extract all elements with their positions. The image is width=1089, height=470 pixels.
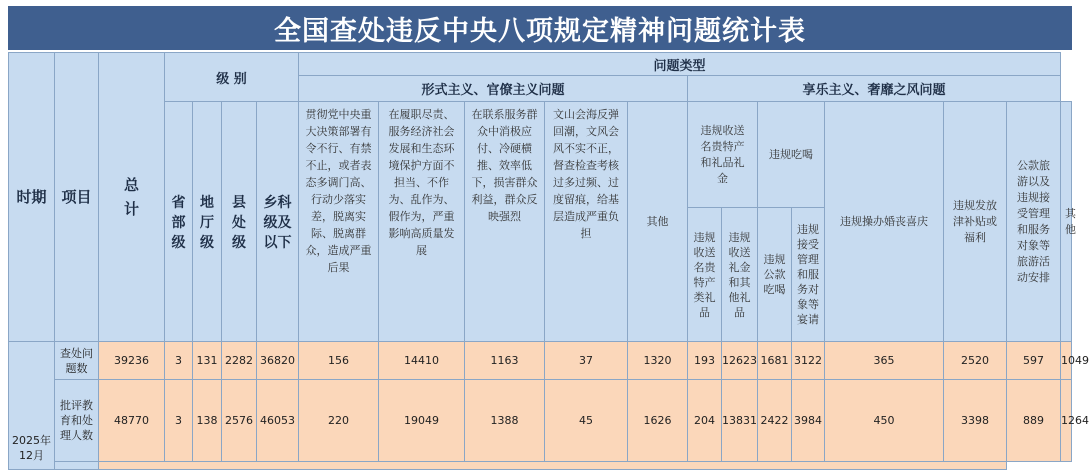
row-1-gift-specialty: 193: [688, 342, 722, 380]
row-1-eat-banquet: 3122: [792, 342, 825, 380]
row-1-formalism-3: 1163: [465, 342, 545, 380]
row-2-travel: 889: [1007, 380, 1061, 462]
row-2-weddings: 450: [825, 380, 944, 462]
level-header-township: 乡科级及以下: [257, 102, 299, 342]
period-cell: 2025年12月: [9, 342, 55, 470]
row-2-formalism-other: 1626: [628, 380, 688, 462]
row-2-gift-cash: 13831: [722, 380, 758, 462]
gift-sub-cash-header: 违规收送礼金和其他礼品: [722, 208, 758, 342]
row-1-travel: 597: [1007, 342, 1061, 380]
hedonism-col-other-header: 其他: [1061, 102, 1072, 342]
row-2-township: 46053: [257, 380, 299, 462]
row-partial-cells: [99, 462, 1007, 470]
level-header-province: 省部级: [165, 102, 193, 342]
row-1-formalism-4: 37: [545, 342, 628, 380]
row-1-total: 39236: [99, 342, 165, 380]
gift-sub-specialty-header: 违规收送名贵特产类礼品: [688, 208, 722, 342]
row-1-township: 36820: [257, 342, 299, 380]
row-1-weddings: 365: [825, 342, 944, 380]
row-2-total: 48770: [99, 380, 165, 462]
level-group-header: 级 别: [165, 53, 299, 102]
row-1-gift-cash: 12623: [722, 342, 758, 380]
row-label: 查处问题数: [55, 342, 99, 380]
formalism-group-header: 形式主义、官僚主义问题: [299, 76, 688, 102]
gift-group-header: 违规收送名贵特产和礼品礼金: [688, 102, 758, 208]
row-label-partial: [55, 462, 99, 470]
row-2-eat-public: 2422: [758, 380, 792, 462]
formalism-col-3-header: 在联系服务群众中消极应付、冷硬横推、效率低下，损害群众利益，群众反映强烈: [465, 102, 545, 342]
row-1-allowance: 2520: [944, 342, 1007, 380]
hedonism-col-travel-header: 公款旅游以及违规接受管理和服务对象等旅游活动安排: [1007, 102, 1061, 342]
period-header: 时期: [9, 53, 55, 342]
row-1-formalism-1: 156: [299, 342, 379, 380]
row-1-formalism-2: 14410: [379, 342, 465, 380]
eat-group-header: 违规吃喝: [758, 102, 825, 208]
problem-type-header: 问题类型: [299, 53, 1061, 76]
row-label: 批评教育和处理人数: [55, 380, 99, 462]
row-2-formalism-1: 220: [299, 380, 379, 462]
level-header-county: 县处级: [222, 102, 257, 342]
level-header-prefecture: 地厅级: [193, 102, 222, 342]
row-2-province: 3: [165, 380, 193, 462]
row-2-gift-specialty: 204: [688, 380, 722, 462]
table-row: [9, 342, 1072, 380]
table-title: 全国查处违反中央八项规定精神问题统计表: [8, 6, 1072, 50]
table-row-partial: [9, 462, 1072, 470]
row-2-county: 2576: [222, 380, 257, 462]
formalism-col-4-header: 文山会海反弹回潮，文风会风不实不正，督查检查考核过多过频、过度留痕，给基层造成严重负担: [545, 102, 628, 342]
formalism-col-2-header: 在履职尽责、服务经济社会发展和生态环境保护方面不担当、不作为、乱作为、假作为，严重影响高质量发展: [379, 102, 465, 342]
row-1-other: 1049: [1061, 342, 1072, 380]
row-1-province: 3: [165, 342, 193, 380]
row-2-eat-banquet: 3984: [792, 380, 825, 462]
row-2-formalism-4: 45: [545, 380, 628, 462]
row-1-prefecture: 131: [193, 342, 222, 380]
row-2-formalism-2: 19049: [379, 380, 465, 462]
eat-sub-banquet-header: 违规接受管理和服务对象等宴请: [792, 208, 825, 342]
formalism-col-1-header: 贯彻党中央重大决策部署有令不行、有禁不止，或者表态多调门高、行动少落实差，脱离实际、脱离群众，造成严重后果: [299, 102, 379, 342]
row-1-eat-public: 1681: [758, 342, 792, 380]
formalism-col-other-header: 其他: [628, 102, 688, 342]
hedonism-group-header: 享乐主义、奢靡之风问题: [688, 76, 1061, 102]
total-header: 总计: [99, 53, 165, 342]
hedonism-col-weddings-header: 违规操办婚丧喜庆: [825, 102, 944, 342]
statistics-table: [8, 52, 1089, 470]
row-2-formalism-3: 1388: [465, 380, 545, 462]
eat-sub-public-funds-header: 违规公款吃喝: [758, 208, 792, 342]
hedonism-col-allowance-header: 违规发放津补贴或福利: [944, 102, 1007, 342]
row-2-allowance: 3398: [944, 380, 1007, 462]
item-header: 项目: [55, 53, 99, 342]
row-2-prefecture: 138: [193, 380, 222, 462]
row-1-formalism-other: 1320: [628, 342, 688, 380]
row-1-county: 2282: [222, 342, 257, 380]
table-row: [9, 380, 1072, 462]
row-2-other: 1264: [1061, 380, 1072, 462]
